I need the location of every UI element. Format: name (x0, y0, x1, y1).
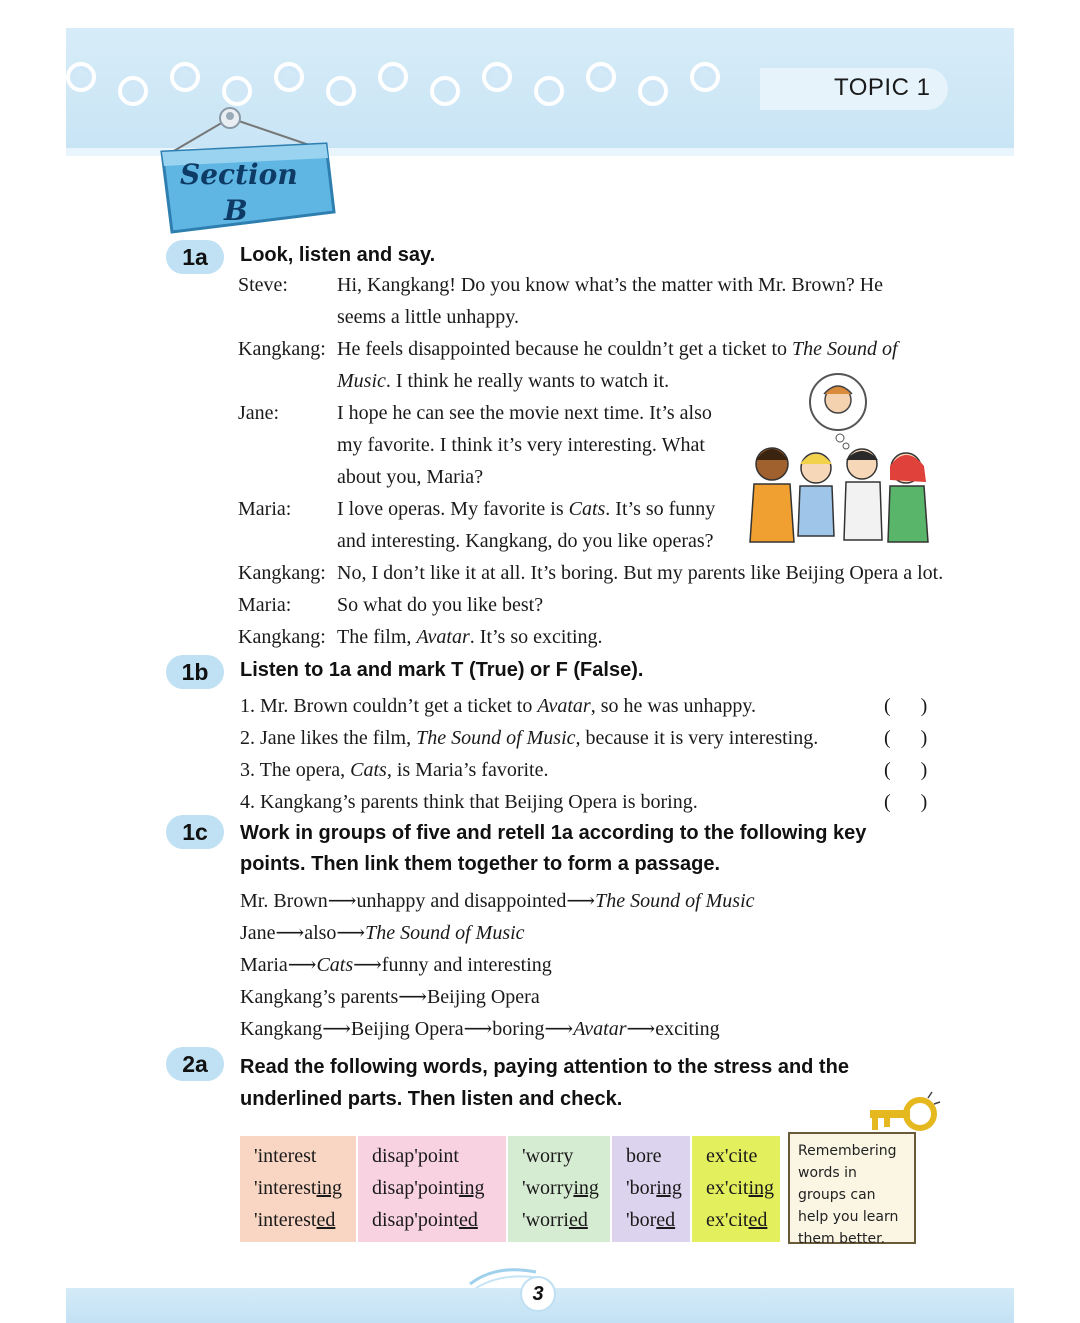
word-column-disappoint (358, 1136, 506, 1242)
word-cell: 'interesting (254, 1177, 343, 1199)
key-point: Kangkang’s parents⟶Beijing Opera (240, 986, 540, 1008)
key-point: Maria⟶Cats⟶funny and interesting (240, 954, 552, 976)
word-column-bore (612, 1136, 690, 1242)
word-cell: disap'point (372, 1145, 459, 1167)
page-number: 3 (520, 1276, 556, 1312)
dialogue-line: about you, Maria? (337, 466, 484, 488)
true-false-item: 3. The opera, Cats, is Maria’s favorite. (240, 759, 549, 781)
students-illustration (740, 372, 940, 552)
speaker-name: Kangkang: (238, 626, 326, 648)
dialogue-line: my favorite. I think it’s very interesting. What (337, 434, 705, 456)
word-column-excite (692, 1136, 780, 1242)
dialogue-line: Hi, Kangkang! Do you know what’s the matter with Mr. Brown? He (337, 274, 884, 296)
answer-blank[interactable]: ( ) (884, 695, 928, 717)
dialogue-line: and interesting. Kangkang, do you like operas? (337, 530, 714, 552)
dialogue-line: seems a little unhappy. (337, 306, 519, 328)
instruction-2a-line-2: underlined parts. Then listen and check. (240, 1088, 623, 1110)
speaker-name: Kangkang: (238, 338, 326, 360)
section-letter: B (224, 194, 248, 227)
dialogue-line: He feels disappointed because he couldn’t get a ticket to The Sound of (337, 338, 898, 360)
speaker-name: Maria: (238, 498, 292, 520)
badge-1b: 1b (166, 655, 224, 689)
word-cell: 'interest (254, 1145, 317, 1167)
section-word: Section (180, 158, 298, 191)
topic-label: TOPIC 1 (834, 74, 931, 101)
section-sign (150, 100, 350, 240)
word-column-interest (240, 1136, 356, 1242)
dialogue-line: No, I don’t like it at all. It’s boring. But my parents like Beijing Opera a lot. (337, 562, 944, 584)
word-cell: 'worrying (522, 1177, 599, 1199)
word-cell: disap'pointing (372, 1177, 485, 1199)
memory-tip-note: Remembering words in groups can help you learn them better. (788, 1132, 916, 1244)
key-point: Mr. Brown⟶unhappy and disappointed⟶The Sound of Music (240, 890, 755, 912)
instruction-1c-line-2: points. Then link them together to form a passage. (240, 853, 721, 875)
word-cell: 'bored (626, 1209, 676, 1231)
dialogue-line: I love operas. My favorite is Cats. It’s so funny (337, 498, 716, 520)
word-column-worry (508, 1136, 610, 1242)
word-cell: bore (626, 1145, 662, 1167)
speaker-name: Steve: (238, 274, 288, 296)
badge-2a: 2a (166, 1047, 224, 1081)
speaker-name: Maria: (238, 594, 292, 616)
dialogue-line: The film, Avatar. It’s so exciting. (337, 626, 603, 648)
speaker-name: Jane: (238, 402, 280, 424)
key-point: Jane⟶also⟶The Sound of Music (240, 922, 525, 944)
dialogue-line: I hope he can see the movie next time. It’s also (337, 402, 712, 424)
answer-blank[interactable]: ( ) (884, 791, 928, 813)
dialogue-line: So what do you like best? (337, 594, 544, 616)
badge-1a: 1a (166, 240, 224, 274)
answer-blank[interactable]: ( ) (884, 727, 928, 749)
instruction-2a-line-1: Read the following words, paying attention to the stress and the (240, 1056, 849, 1078)
word-cell: disap'pointed (372, 1209, 478, 1231)
word-cell: ex'citing (706, 1177, 775, 1199)
answer-blank[interactable]: ( ) (884, 759, 928, 781)
instruction-1b: Listen to 1a and mark T (True) or F (False). (240, 659, 644, 681)
instruction-1c-line-1: Work in groups of five and retell 1a according to the following key (240, 822, 867, 844)
word-cell: ex'cite (706, 1145, 758, 1167)
word-cell: ex'cited (706, 1209, 768, 1231)
dialogue-line: Music. I think he really wants to watch it. (337, 370, 670, 392)
badge-1c: 1c (166, 815, 224, 849)
true-false-item: 4. Kangkang’s parents think that Beijing Opera is boring. (240, 791, 698, 813)
word-cell: 'worry (522, 1145, 574, 1167)
true-false-item: 2. Jane likes the film, The Sound of Music, because it is very interesting. (240, 727, 819, 749)
true-false-item: 1. Mr. Brown couldn’t get a ticket to Avatar, so he was unhappy. (240, 695, 757, 717)
speaker-name: Kangkang: (238, 562, 326, 584)
word-cell: 'interested (254, 1209, 336, 1231)
key-point: Kangkang⟶Beijing Opera⟶boring⟶Avatar⟶exciting (240, 1018, 720, 1040)
word-cell: 'worried (522, 1209, 588, 1231)
word-cell: 'boring (626, 1177, 682, 1199)
instruction-1a: Look, listen and say. (240, 244, 436, 266)
